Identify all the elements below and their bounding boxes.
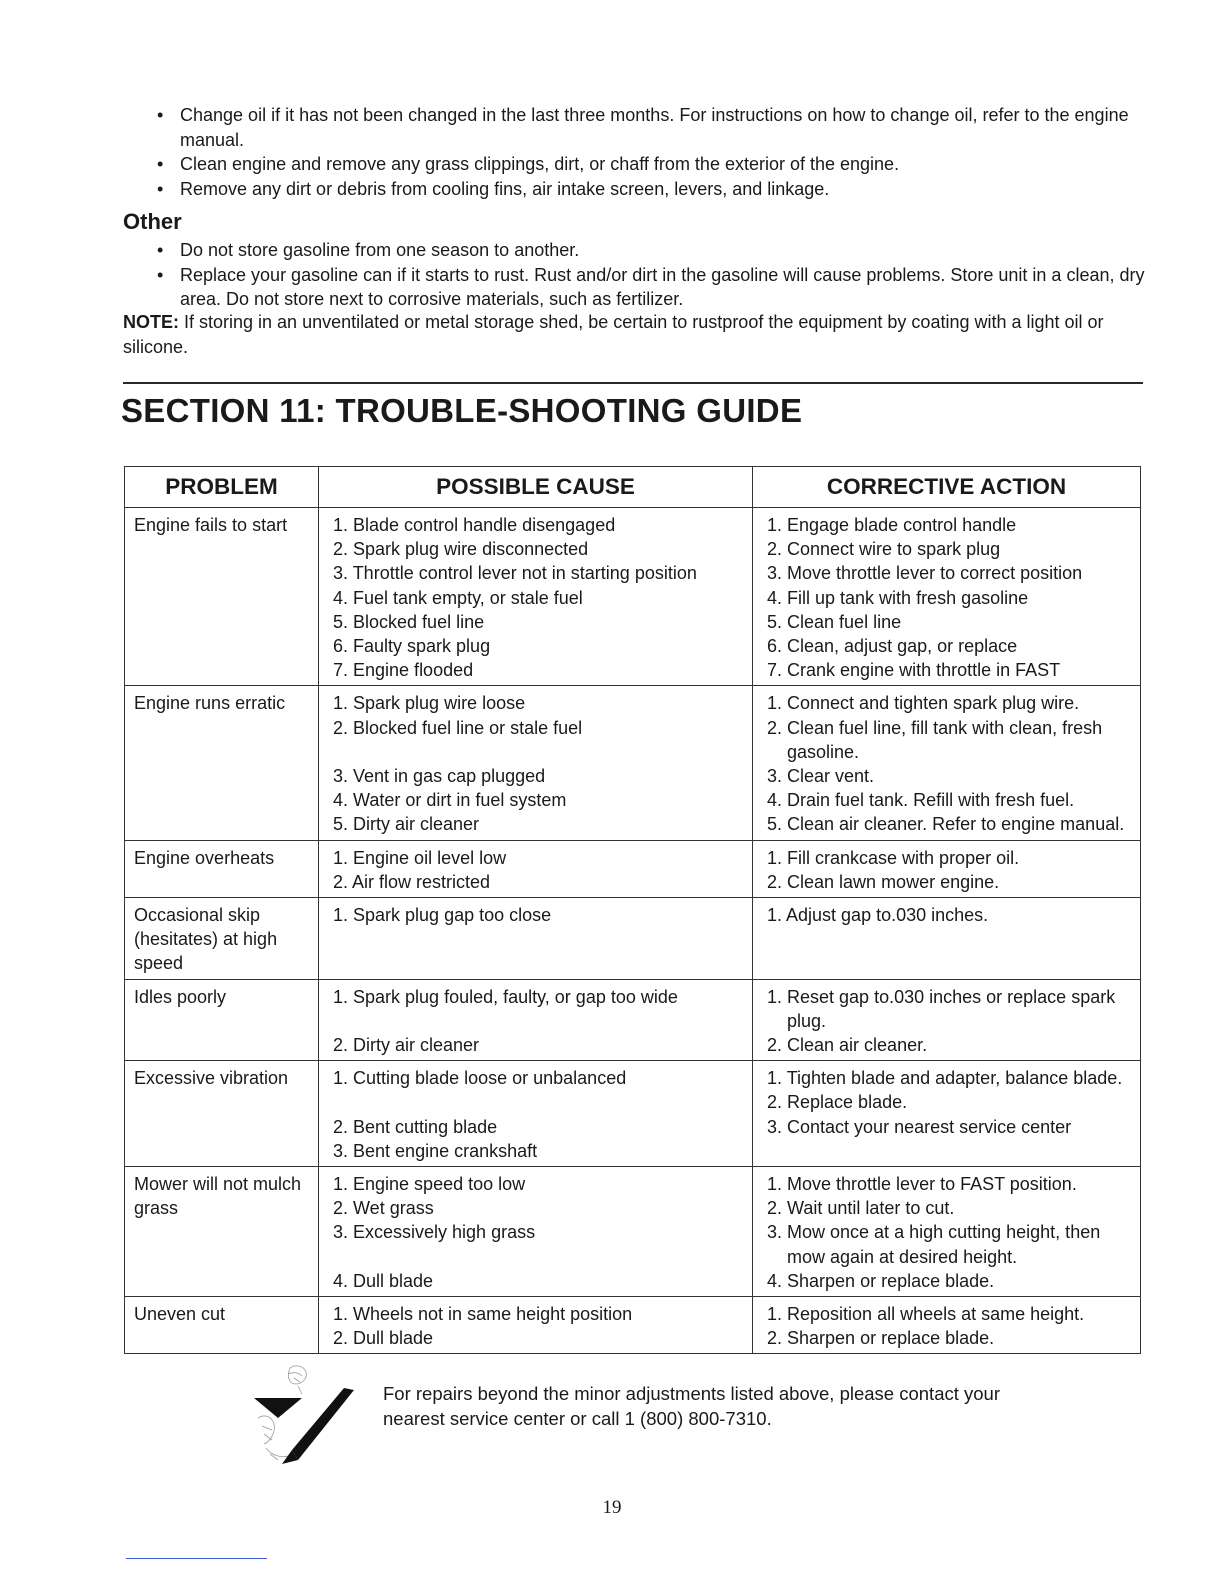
action-cell (753, 1061, 1141, 1167)
cause-item: 2. Bent cutting blade (333, 1116, 498, 1137)
header-possible-cause: POSSIBLE CAUSE (319, 467, 753, 508)
table-row (125, 1297, 1141, 1354)
problem-cell: Engine overheats (125, 840, 319, 897)
cause-item: 2. Air flow restricted (333, 871, 491, 892)
other-bullet-list (155, 238, 1167, 312)
spacer (333, 1090, 748, 1114)
cause-item: 1. Spark plug fouled, faulty, or gap too wide (333, 986, 678, 1007)
action-item: 4. Drain fuel tank. Refill with fresh fuel. (767, 790, 1075, 811)
troubleshooting-table (124, 466, 1141, 1354)
cause-cell (319, 979, 753, 1061)
action-cell (753, 979, 1141, 1061)
action-item: 2. Wait until later to cut. (767, 1198, 955, 1219)
table-body (125, 508, 1141, 1354)
action-item: 1. Engage blade control handle (767, 515, 1017, 535)
cause-item: 3. Excessively high grass (333, 1222, 536, 1243)
action-item: 3. Contact your nearest service center (767, 1116, 1072, 1137)
cause-cell (319, 1167, 753, 1297)
cause-item: 2. Dirty air cleaner (333, 1035, 480, 1056)
action-item: 1. Connect and tighten spark plug wire. (767, 693, 1080, 714)
action-item: 5. Clean air cleaner. Refer to engine manual. (767, 814, 1125, 835)
cause-item: 1. Cutting blade loose or unbalanced (333, 1068, 627, 1089)
cause-item: 2. Wet grass (333, 1198, 434, 1219)
action-item: 1. Reposition all wheels at same height. (767, 1304, 1085, 1325)
note-label: NOTE: (123, 312, 179, 332)
cause-item: 4. Water or dirt in fuel system (333, 790, 567, 811)
action-item: 7. Crank engine with throttle in FAST (767, 660, 1061, 681)
action-cell (753, 508, 1141, 686)
cause-item: 1. Engine oil level low (333, 847, 507, 868)
action-item: 4. Sharpen or replace blade. (767, 1270, 995, 1291)
action-cell (753, 1297, 1141, 1354)
list-item: • Clean engine and remove any grass clippings, dirt, or chaff from the exterior of the engine. (155, 152, 1167, 177)
cause-item: 3. Throttle control lever not in starting position (333, 563, 697, 584)
list-item: • Change oil if it has not been changed in the last three months. For instructions on how to change oil, refer to the engine manual. (155, 103, 1167, 152)
table-row (125, 1061, 1141, 1167)
action-item: 3. Clear vent. (767, 766, 875, 787)
action-cell (753, 840, 1141, 897)
problem-cell: Engine fails to start (125, 508, 319, 686)
cause-item: 5. Blocked fuel line (333, 611, 485, 632)
action-item: 3. Move throttle lever to correct position (767, 563, 1083, 584)
cause-item: 4. Dull blade (333, 1270, 434, 1291)
service-contact-text: For repairs beyond the minor adjustments listed above, please contact your nearest service center or call 1 (800) 800-7310. (383, 1383, 1000, 1429)
cause-cell (319, 1061, 753, 1167)
cause-item: 1. Spark plug gap too close (333, 905, 552, 926)
action-item: 1. Adjust gap to.030 inches. (767, 905, 989, 926)
table-row (125, 508, 1141, 686)
header-corrective-action: CORRECTIVE ACTION (753, 467, 1141, 508)
table-row (125, 1167, 1141, 1297)
cause-cell (319, 1297, 753, 1354)
cause-item: 3. Bent engine crankshaft (333, 1140, 538, 1161)
spacer (333, 1009, 748, 1033)
spacer (333, 1245, 748, 1269)
action-item: 4. Fill up tank with fresh gasoline (767, 587, 1029, 608)
action-item: 2. Connect wire to spark plug (767, 539, 1001, 560)
cause-item: 6. Faulty spark plug (333, 636, 491, 657)
problem-cell: Uneven cut (125, 1297, 319, 1354)
cause-item: 2. Spark plug wire disconnected (333, 539, 589, 560)
cause-item: 2. Blocked fuel line or stale fuel (333, 717, 583, 738)
problem-cell: Idles poorly (125, 979, 319, 1061)
cause-cell (319, 508, 753, 686)
action-item: 1. Fill crankcase with proper oil. (767, 847, 1020, 868)
cause-item: 1. Spark plug wire loose (333, 693, 526, 714)
cause-cell (319, 686, 753, 840)
storage-bullet-list (155, 103, 1167, 201)
header-problem: PROBLEM (125, 467, 319, 508)
list-item: • Do not store gasoline from one season to another. (155, 238, 1167, 263)
problem-cell: Mower will not mulch grass (125, 1167, 319, 1297)
cause-item: 1. Blade control handle disengaged (333, 515, 616, 535)
action-cell (753, 686, 1141, 840)
cause-cell (319, 840, 753, 897)
table-row (125, 686, 1141, 840)
action-item: 6. Clean, adjust gap, or replace (767, 636, 1018, 657)
spacer (333, 740, 748, 764)
cause-item: 2. Dull blade (333, 1328, 434, 1349)
action-item: 3. Mow once at a high cutting height, then mow again at desired height. (767, 1222, 1101, 1267)
cause-item: 1. Engine speed too low (333, 1174, 526, 1195)
other-heading: Other (123, 209, 182, 234)
footnote-rule (126, 1558, 267, 1559)
table-row (125, 898, 1141, 980)
note-text: If storing in an unventilated or metal storage shed, be certain to rustproof the equipment by coating with a light oil or silicone. (123, 312, 1104, 357)
repair-arrow-icon (252, 1360, 362, 1470)
action-item: 2. Replace blade. (767, 1092, 908, 1113)
section-divider (123, 382, 1143, 384)
action-item: 2. Clean lawn mower engine. (767, 871, 1000, 892)
cause-item: 7. Engine flooded (333, 660, 474, 681)
action-item: 1. Reset gap to.030 inches or replace spark plug. (767, 986, 1116, 1031)
action-item: 2. Clean fuel line, fill tank with clean, fresh gasoline. (767, 717, 1103, 762)
action-item: 5. Clean fuel line (767, 611, 902, 632)
table-row (125, 840, 1141, 897)
table-row (125, 979, 1141, 1061)
action-item: 1. Move throttle lever to FAST position. (767, 1174, 1077, 1195)
table-header-row (125, 467, 1141, 508)
problem-cell: Engine runs erratic (125, 686, 319, 840)
cause-item: 4. Fuel tank empty, or stale fuel (333, 587, 583, 608)
problem-cell: Excessive vibration (125, 1061, 319, 1167)
cause-item: 1. Wheels not in same height position (333, 1304, 633, 1325)
section-title: SECTION 11: TROUBLE-SHOOTING GUIDE (121, 392, 803, 429)
cause-cell (319, 898, 753, 980)
action-item: 2. Clean air cleaner. (767, 1035, 928, 1056)
action-item: 1. Tighten blade and adapter, balance blade. (767, 1068, 1123, 1089)
action-cell (753, 898, 1141, 980)
action-item: 2. Sharpen or replace blade. (767, 1328, 995, 1349)
list-item: • Remove any dirt or debris from cooling fins, air intake screen, levers, and linkage. (155, 177, 1167, 202)
cause-item: 3. Vent in gas cap plugged (333, 766, 546, 787)
cause-item: 5. Dirty air cleaner (333, 814, 480, 835)
page-number: 19 (602, 1497, 622, 1518)
problem-cell: Occasional skip (hesitates) at high speed (125, 898, 319, 980)
storage-note (123, 310, 1167, 359)
list-item: • Replace your gasoline can if it starts to rust. Rust and/or dirt in the gasoline will cause problems. Store unit in a clean, dry area. Do not store next to corrosive materials, such as fertilizer. (155, 263, 1167, 312)
action-cell (753, 1167, 1141, 1297)
